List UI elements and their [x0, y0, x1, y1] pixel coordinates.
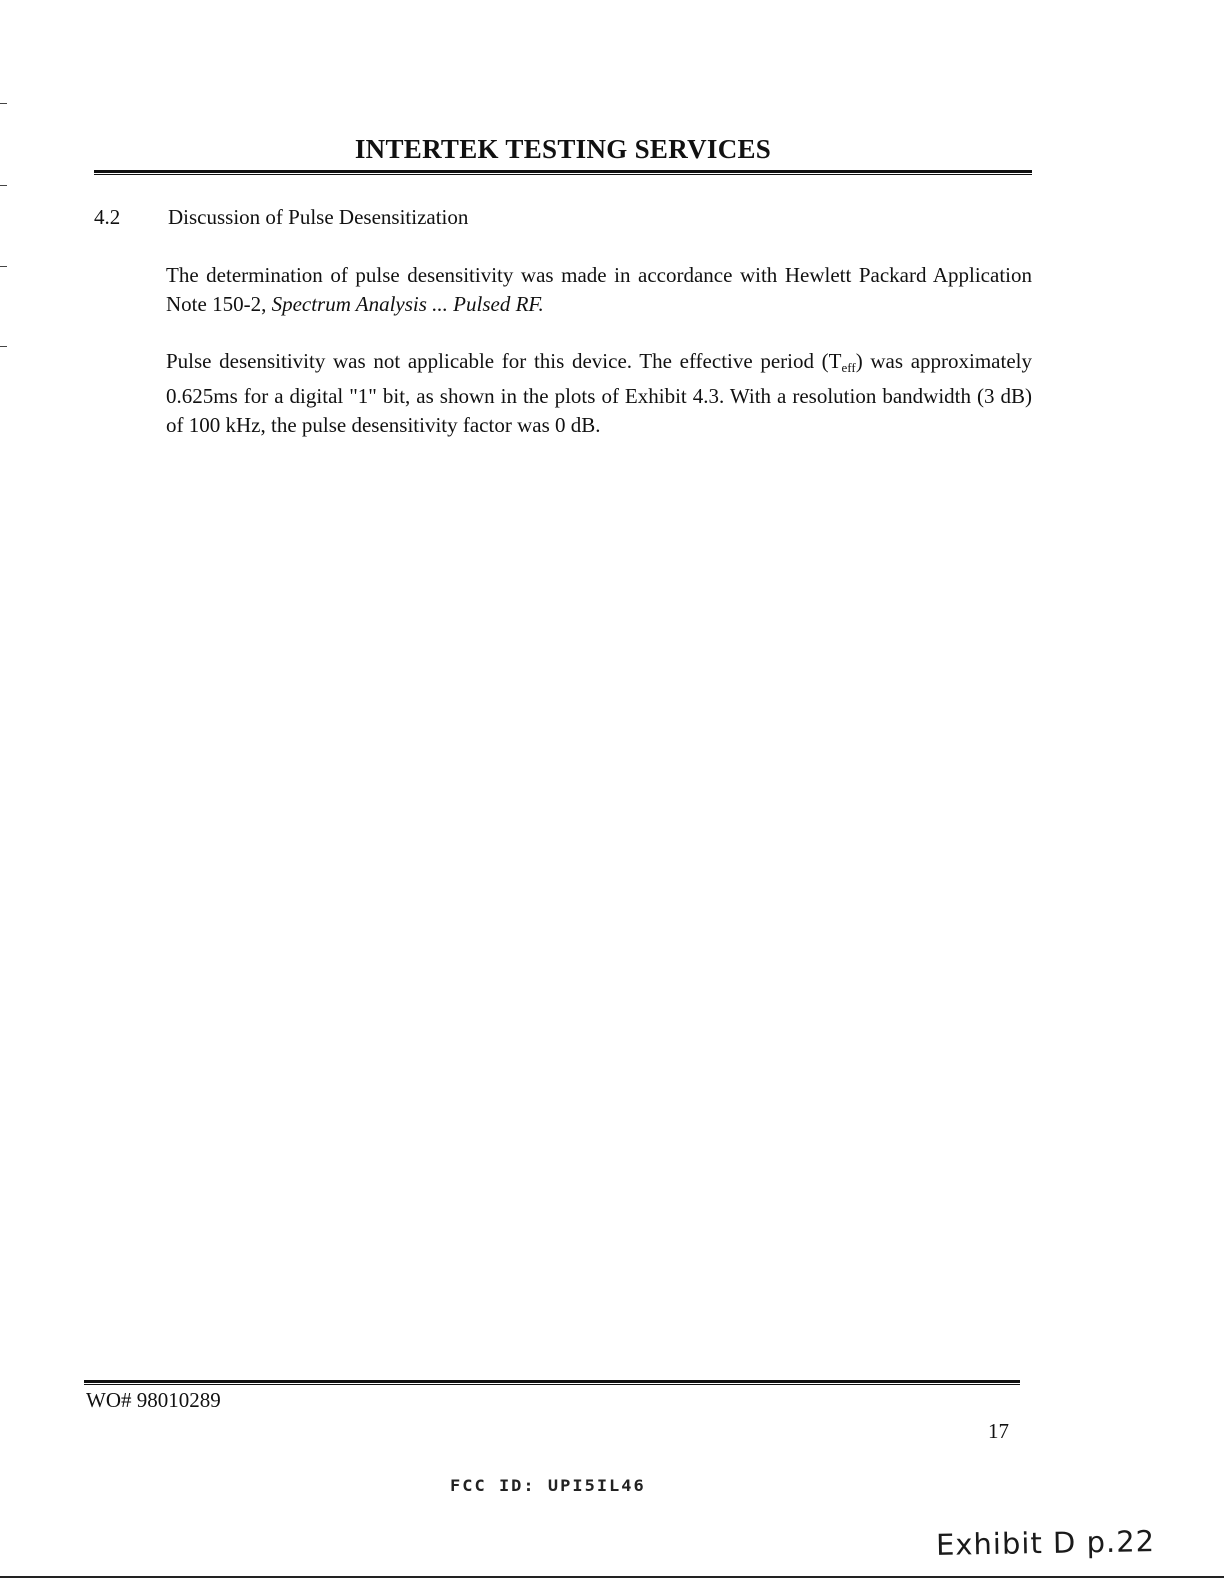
work-order-number: WO# 98010289	[86, 1388, 221, 1412]
scan-edge-mark	[0, 346, 7, 347]
section-title: Discussion of Pulse Desensitization	[168, 205, 469, 229]
scan-edge-mark	[0, 103, 7, 104]
footer-rule	[84, 1380, 1020, 1385]
paragraph-reference	[166, 261, 1032, 319]
paragraph-text-end: ) was approximately 0.625ms for a digital "1" bit, as shown in the plots of Exhibit 4.3. With a resolution bandwidth (3 dB) of 100 kHz, the pulse desensitivity factor was 0 dB.	[166, 349, 1032, 437]
paragraph-text-start: Pulse desensitivity was not applicable for this device. The effective period (T	[166, 349, 842, 373]
subscript-eff: eff	[841, 360, 856, 375]
reference-title-italic: Spectrum Analysis ... Pulsed RF.	[271, 292, 544, 316]
handwritten-exhibit-note: Exhibit D p.22	[935, 1524, 1156, 1562]
page-number: 17	[988, 1419, 1009, 1443]
paragraph-reference-text: The determination of pulse desensitivity was made in accordance with Hewlett Packard Application Note 150-2,	[166, 263, 1032, 316]
fcc-id-stamp: FCC ID: UPI5IL46	[450, 1476, 646, 1496]
header-rule	[94, 170, 1032, 175]
scan-edge-mark	[0, 266, 7, 267]
page-bottom-edge	[0, 1576, 1224, 1578]
section-number: 4.2	[94, 205, 121, 229]
document-header-title: INTERTEK TESTING SERVICES	[354, 134, 772, 164]
paragraph-pulse-desensitivity	[166, 347, 1032, 440]
scan-edge-mark	[0, 185, 7, 186]
